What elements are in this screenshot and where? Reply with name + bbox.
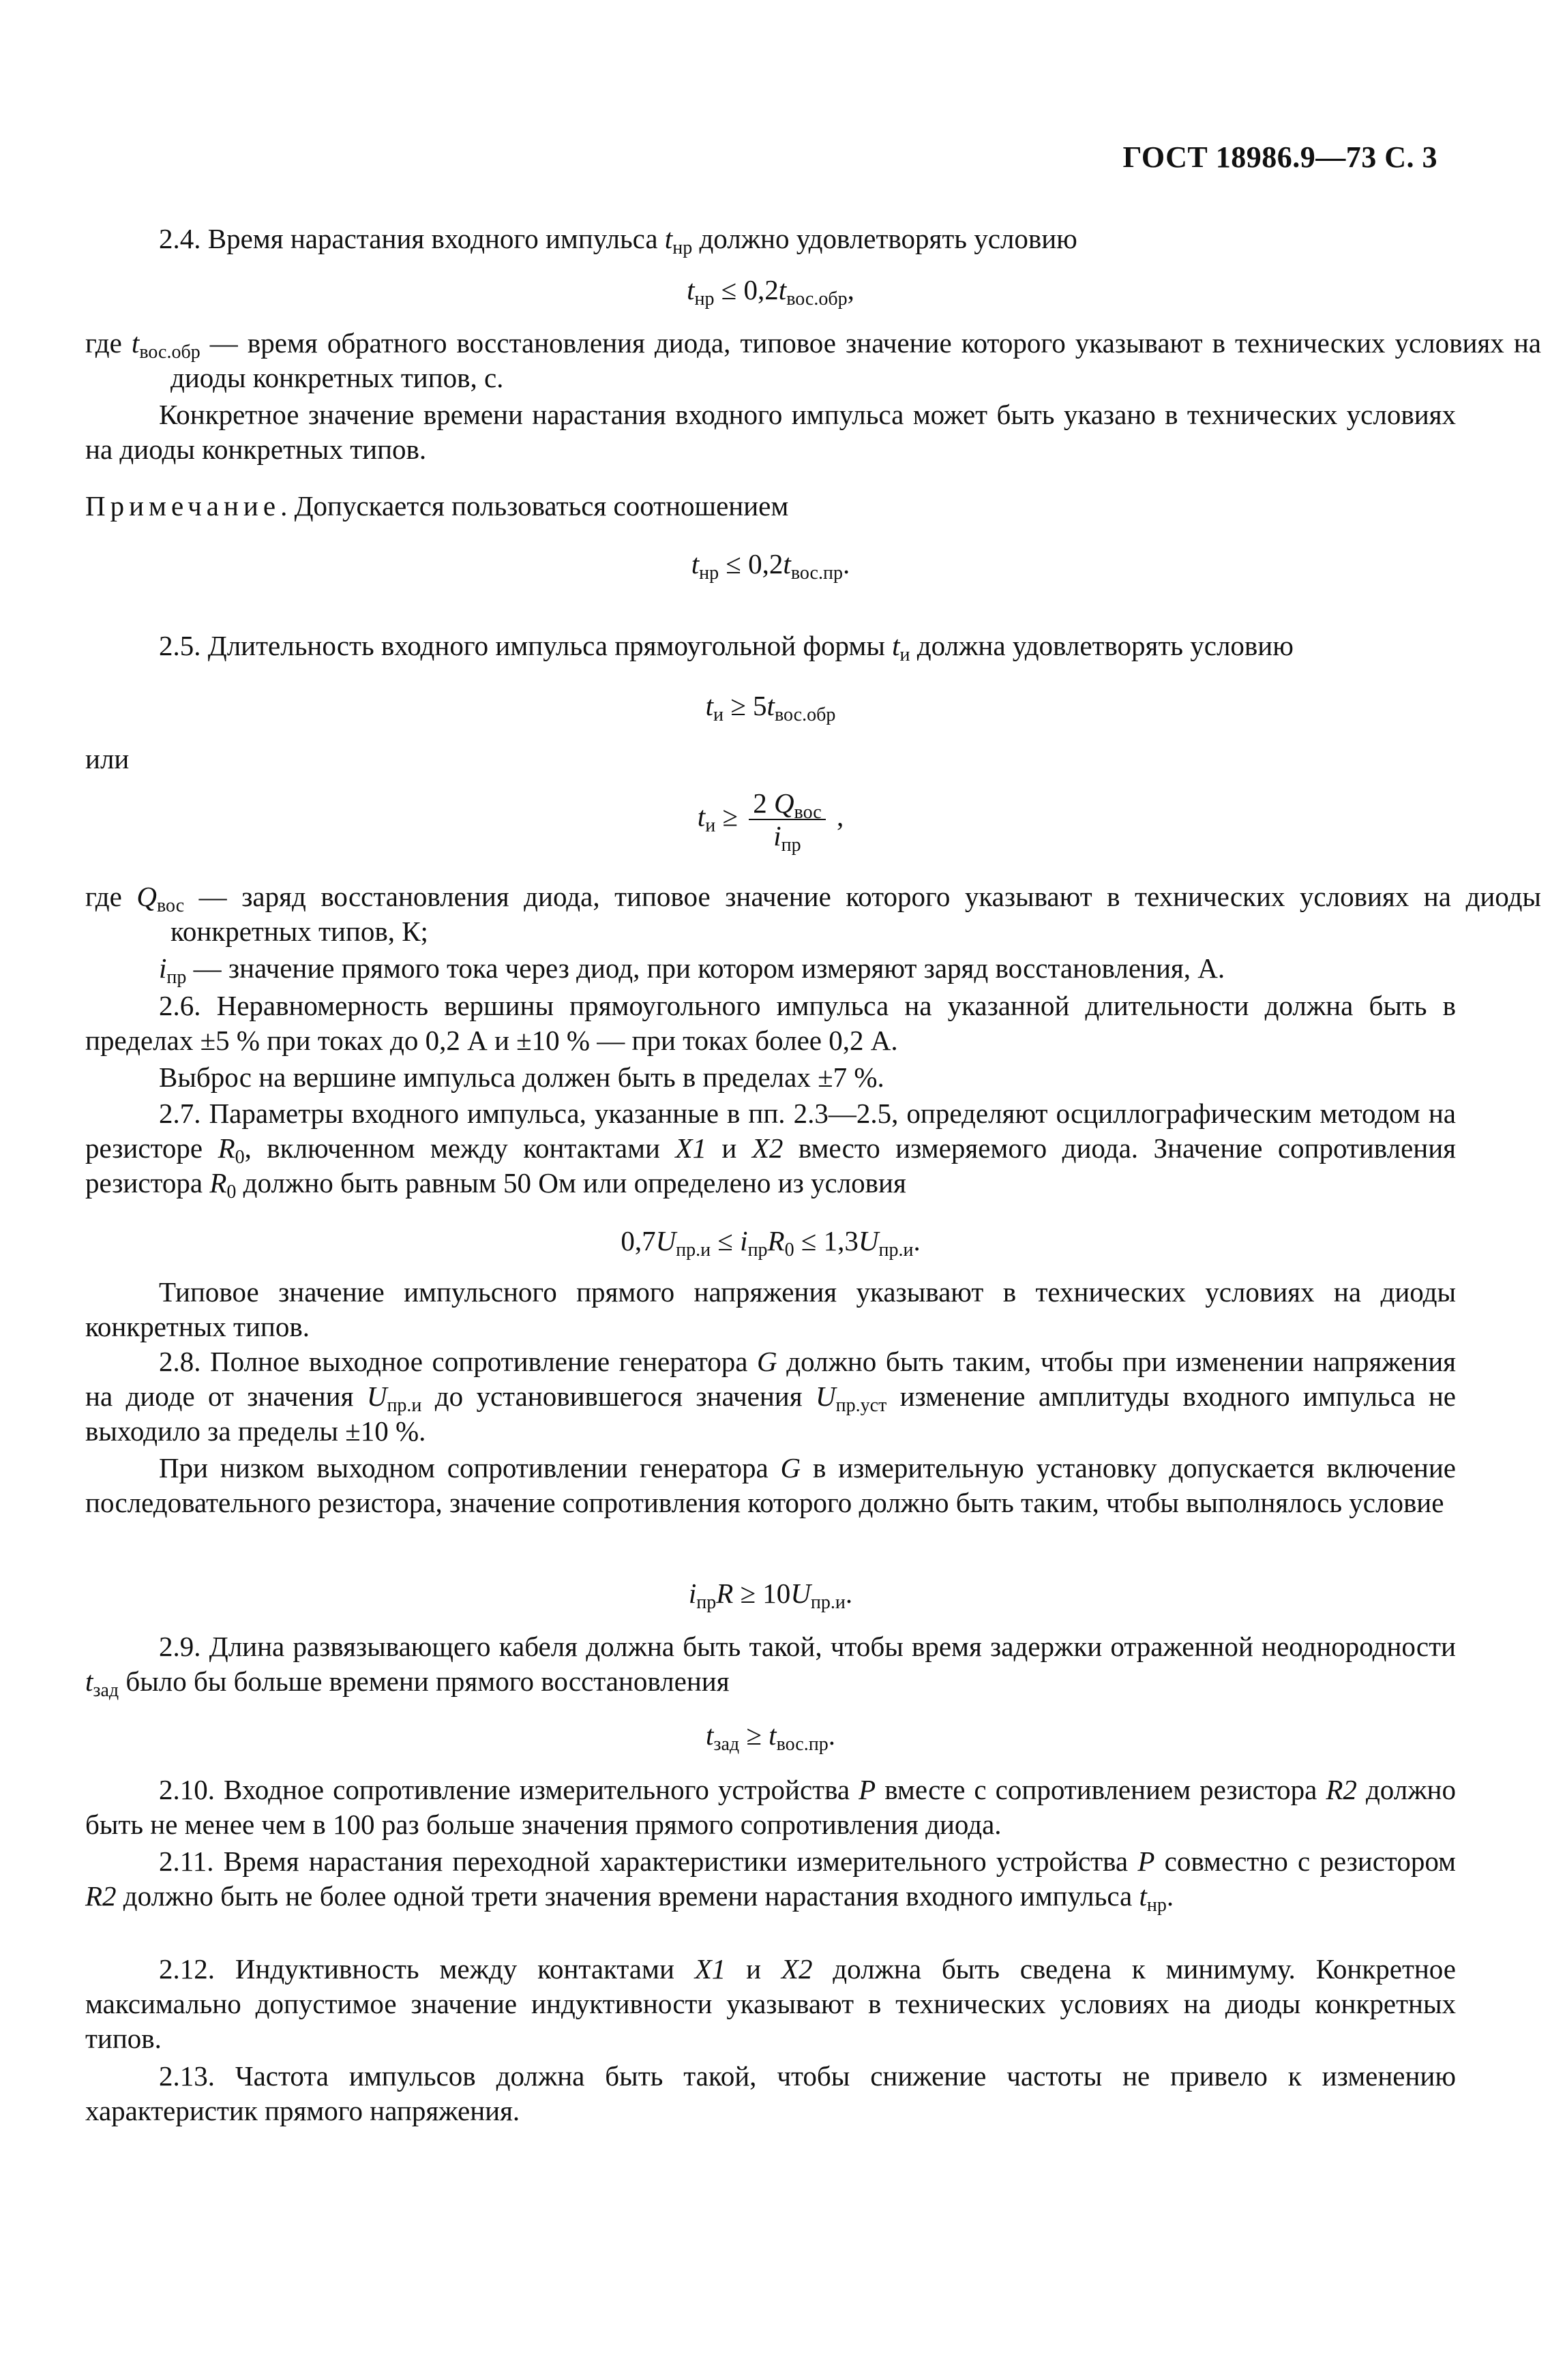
paragraph-2-8-low-impedance: При низком выходном сопротивлении генератора G в измерительную установку допускается включение последовательного резистора, значение сопротивления которого должно быть таким, чтобы выполнялось условие [85, 1452, 1456, 1518]
paragraph-2-8: 2.8. Полное выходное сопротивление генератора G должно быть таким, чтобы при изменении напряжения на диоде от значения $U_{пр.и}$ до установившегося значения $U_{пр.уст}$ изменение амплитуды входного импульса не выходило за пределы ±10 %. [85, 1346, 1456, 1447]
or-word: или [85, 743, 130, 774]
definition-t-vos-obr: где $t_{вос.обр}$ — время обратного восстановления диода, типовое значение которого указывают в технических условиях на диоды конкретных типов, с. [85, 327, 1542, 393]
fraction: $\frac{2 Q_{вос}}{i_{пр}}$ [749, 787, 826, 852]
paragraph-2-9: 2.9. Длина развязывающего кабеля должна быть такой, чтобы время задержки отраженной неоднородности $t_{зад}$ было бы больше времени прямого восстановления [85, 1631, 1456, 1701]
formula-6: $i_{пр}R \ge 10U_{пр.и}$. [688, 1578, 853, 1613]
page-header: ГОСТ 18986.9—73 С. 3 [1122, 140, 1437, 174]
paragraph-2-12: 2.12. Индуктивность между контактами X1 и X2 должна быть сведена к минимуму. Конкретное максимально допустимое значение индуктивности указывают в технических условиях на диоды конкретных типов. [85, 1953, 1457, 2054]
paragraph-2-10: 2.10. Входное сопротивление измерительного устройства P вместе с сопротивлением резистора R2 должно быть не менее чем в 100 раз больше значения прямого сопротивления диода. [85, 1774, 1456, 1840]
note: Примечание. Допускается пользоваться соотношением [85, 490, 789, 522]
definition-i-pr: $i_{пр}$ — значение прямого тока через диод, при котором измеряют заряд восстановления, А. [159, 952, 1225, 988]
formula-3: $t_и \ge 5t_{вос.обр}$ [705, 690, 836, 725]
paragraph-2-5: 2.5. Длительность входного импульса прямоугольной формы $t_и$ должна удовлетворять условию [159, 630, 1294, 665]
paragraph-2-6-overshoot: Выброс на вершине импульса должен быть в пределах ±7 %. [159, 1061, 884, 1093]
formula-5: $0,7U_{пр.и} \le i_{пр}R_0 \le 1,3U_{пр.и}$. [621, 1225, 921, 1261]
definition-q-vos: где $Q_{вос}$ — заряд восстановления диода, типовое значение которого указывают в технических условиях на диоды конкретных типов, К; [85, 881, 1541, 947]
paragraph-2-4-specific: Конкретное значение времени нарастания входного импульса может быть указано в технических условиях на диоды конкретных типов. [85, 399, 1456, 465]
formula-7: $t_{зад} \ge t_{вос.пр}$. [706, 1719, 835, 1755]
paragraph-2-6: 2.6. Неравномерность вершины прямоугольного импульса на указанной длительности должна быть в пределах ±5 % при токах до 0,2 А и ±10 % — при токах более 0,2 А. [85, 990, 1456, 1056]
paragraph-2-11: 2.11. Время нарастания переходной характеристики измерительного устройства P совместно с резистором R2 должно быть не более одной трети значения времени нарастания входного импульса $t_{нр}$. [85, 1846, 1456, 1916]
formula-2: $t_{нр} \le 0,2t_{вос.пр}$. [691, 548, 850, 584]
paragraph-2-4: 2.4. Время нарастания входного импульса $t_{нр}$ должно удовлетворять условию [159, 223, 1077, 258]
paragraph-2-13: 2.13. Частота импульсов должна быть такой, чтобы снижение частоты не привело к изменению характеристик прямого напряжения. [85, 2060, 1456, 2126]
formula-4: $t_и$ ≥ $\frac{2 Q_{вос}}{i_{пр}}$ , [697, 787, 844, 856]
formula-1: $t_{нр} \le 0,2t_{вос.обр}$, [687, 274, 854, 310]
paragraph-2-7-typical: Типовое значение импульсного прямого напряжения указывают в технических условиях на диоды конкретных типов. [85, 1276, 1456, 1342]
paragraph-2-7: 2.7. Параметры входного импульса, указанные в пп. 2.3—2.5, определяют осциллографическим методом на резисторе $R_0$, включенном между контактами X1 и X2 вместо измеряемого диода. Значение сопротивления резистора $R_0$ должно быть равным 50 Ом или определено из условия [85, 1098, 1457, 1203]
